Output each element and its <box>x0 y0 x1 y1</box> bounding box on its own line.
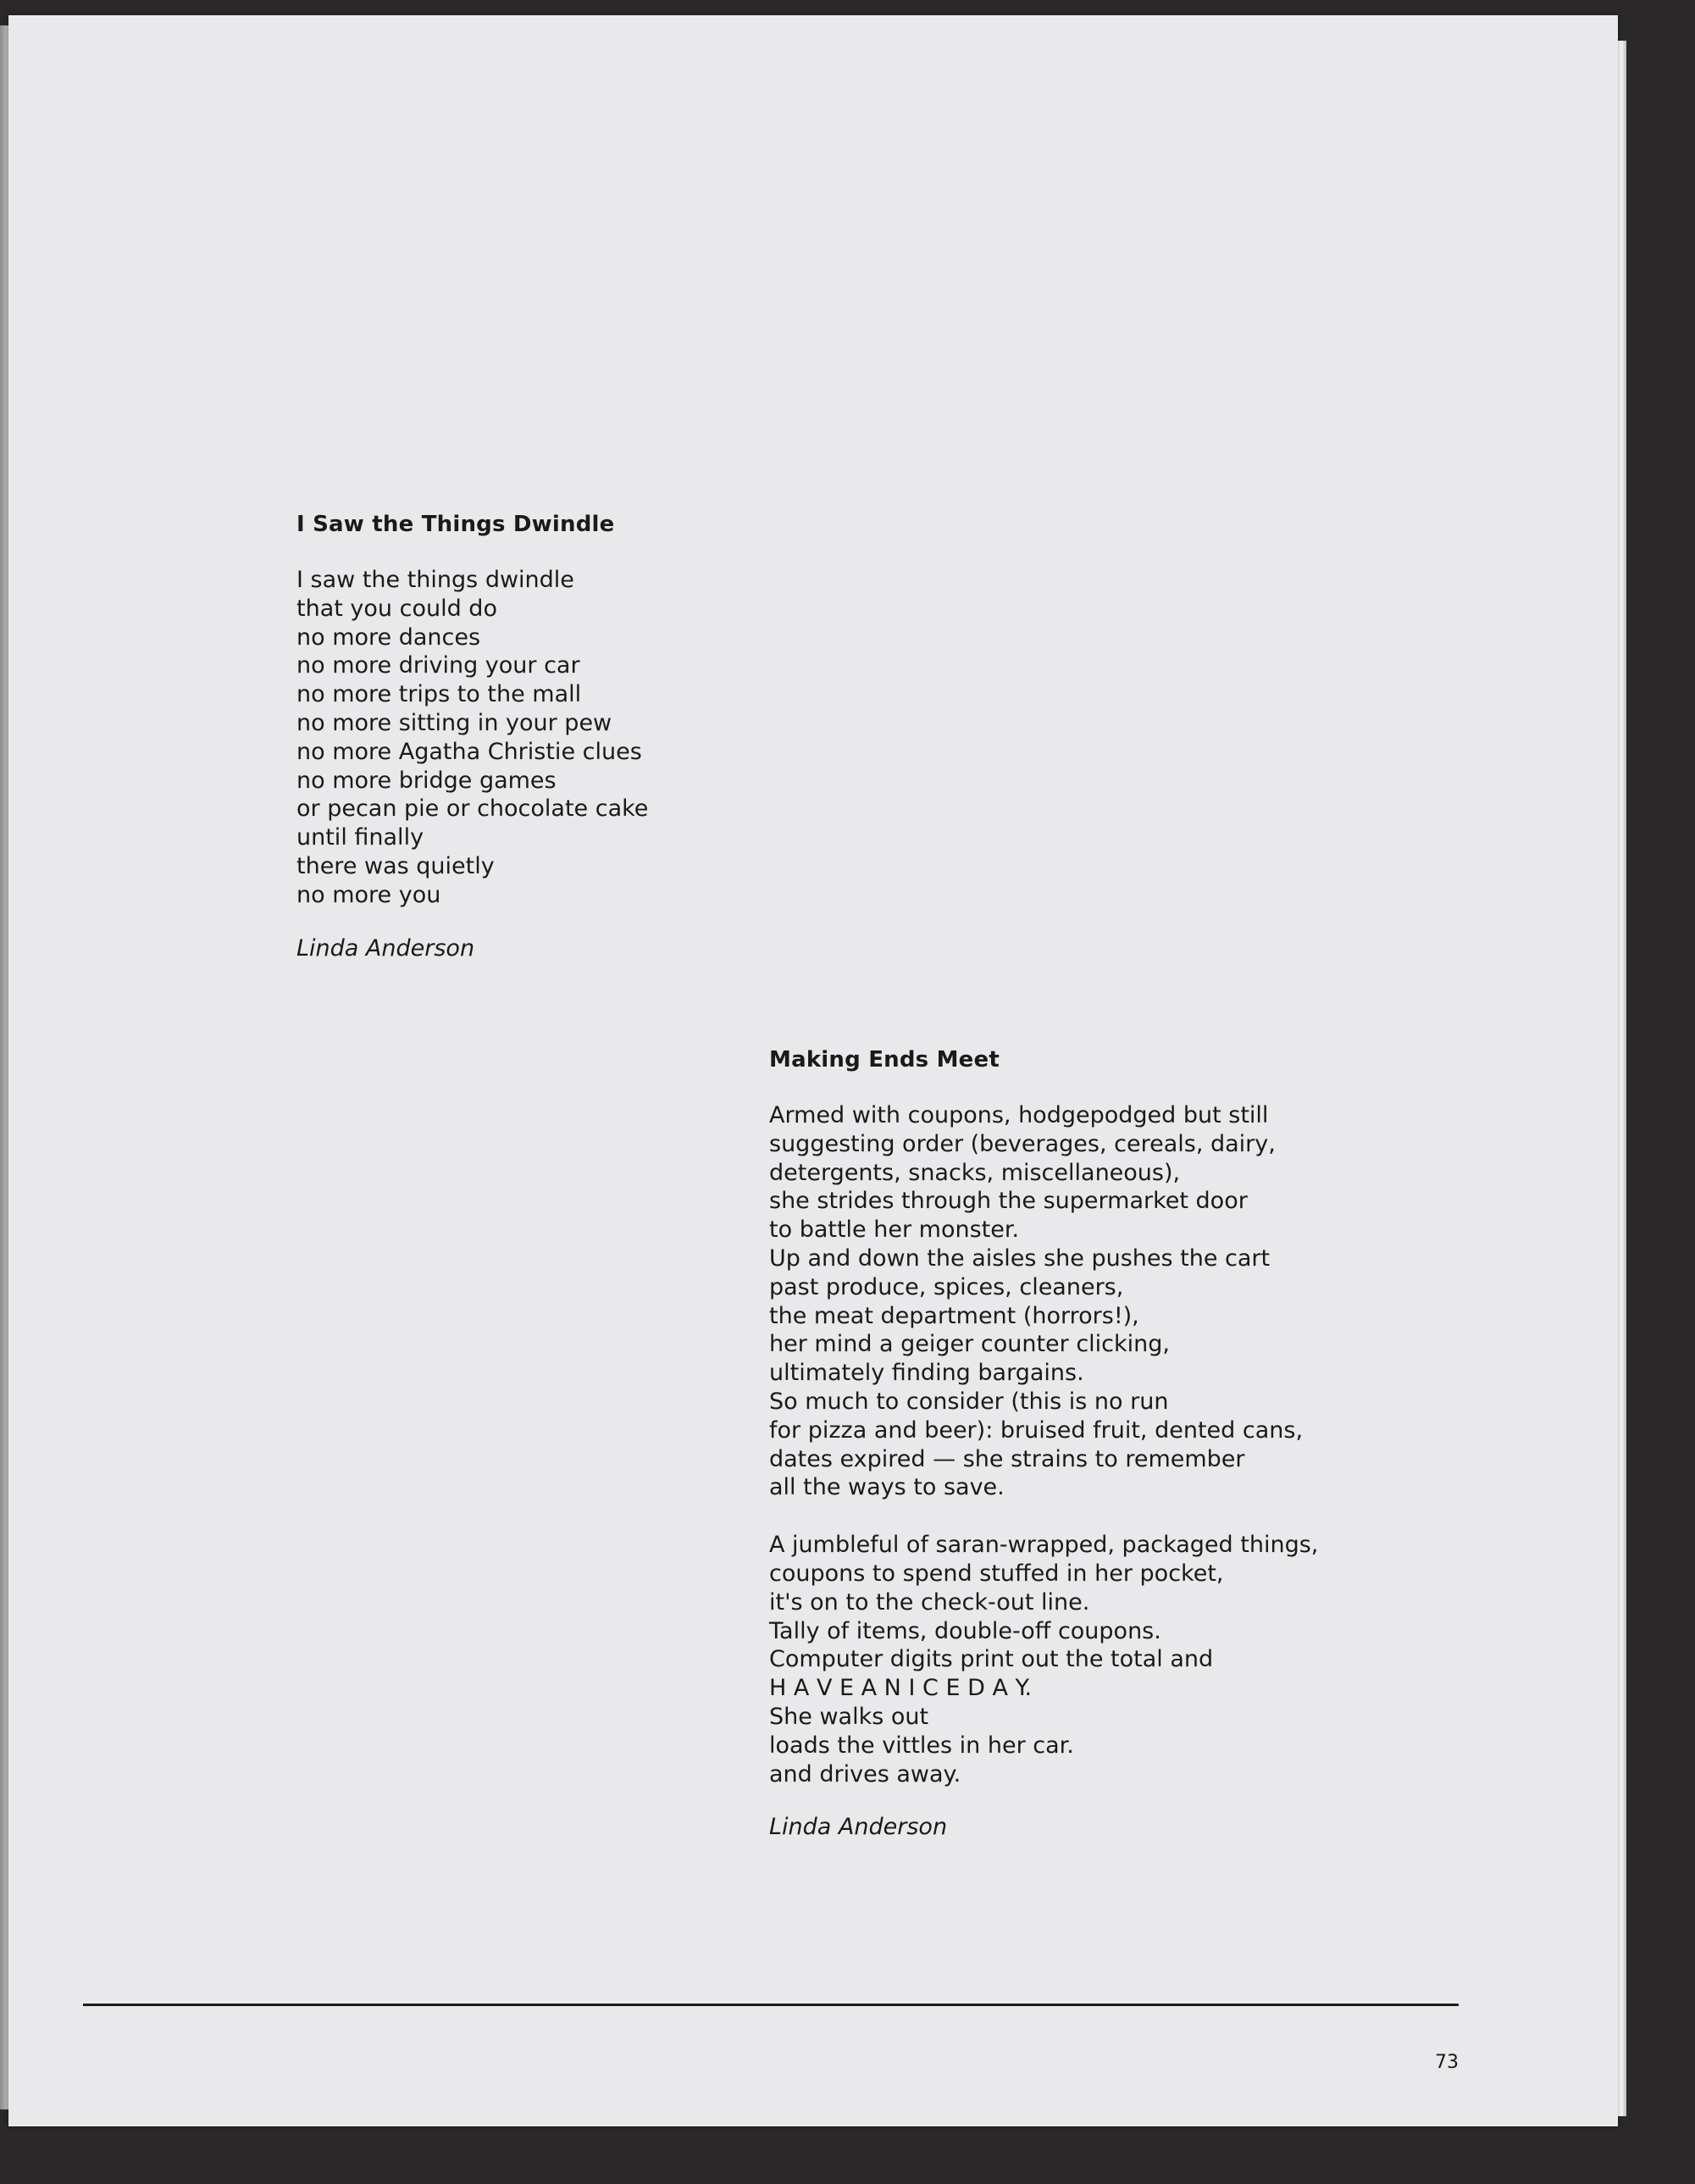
stanza-break <box>769 1502 1318 1531</box>
poem-line: detergents, snacks, miscellaneous), <box>769 1159 1181 1186</box>
magazine-page <box>8 15 1618 2126</box>
poem-line: to battle her monster. <box>769 1217 1020 1244</box>
poem-making-ends-meet <box>769 1047 1318 1840</box>
poem-line: or pecan pie or chocolate cake <box>296 795 649 823</box>
poem-line: Computer digits print out the total and <box>769 1646 1214 1673</box>
poem-stanza <box>769 1101 1318 1502</box>
poem-line: her mind a geiger counter clicking, <box>769 1331 1170 1358</box>
poem-line: no more trips to the mall <box>296 681 582 708</box>
page-stack-edge <box>1618 41 1626 2116</box>
poem-stanza <box>769 1531 1318 1788</box>
poem-line: past produce, spices, cleaners, <box>769 1273 1124 1300</box>
footer-divider <box>83 2004 1459 2006</box>
poem-line: she strides through the supermarket door <box>769 1188 1248 1215</box>
poem-line: that you could do <box>296 595 497 622</box>
poem-author: Linda Anderson <box>296 934 475 962</box>
poem-line: She walks out <box>769 1703 929 1730</box>
poem-line: So much to consider (this is no run <box>769 1388 1169 1415</box>
poem-line: coupons to spend stuffed in her pocket, <box>769 1560 1224 1587</box>
poem-line: until finally <box>296 824 424 851</box>
poem-line: no more bridge games <box>296 767 557 794</box>
poem-line: for pizza and beer): bruised fruit, dented cans, <box>769 1416 1304 1444</box>
poem-line: the meat department (horrors!), <box>769 1302 1139 1329</box>
poem-line: I saw the things dwindle <box>296 567 574 593</box>
poem-line: no more you <box>296 881 441 908</box>
poem-title: I Saw the Things Dwindle <box>296 512 615 537</box>
poem-line: all the ways to save. <box>769 1474 1005 1501</box>
poem-line: suggesting order (beverages, cereals, dairy, <box>769 1130 1276 1157</box>
poem-line: it's on to the check-out line. <box>769 1588 1090 1616</box>
poem-line: no more sitting in your pew <box>296 709 612 736</box>
poem-line: Armed with coupons, hodgepodged but still <box>769 1102 1269 1128</box>
poem-stanza <box>296 566 648 910</box>
page-number: 73 <box>1435 2052 1459 2073</box>
poem-line: there was quietly <box>296 852 495 879</box>
poem-line: H A V E A N I C E D A Y. <box>769 1675 1033 1702</box>
poem-i-saw-the-things-dwindle <box>296 512 648 962</box>
poem-line: and drives away. <box>769 1760 961 1788</box>
poem-line: A jumbleful of saran-wrapped, packaged things, <box>769 1532 1319 1559</box>
poem-author: Linda Anderson <box>769 1814 948 1841</box>
poem-line: ultimately finding bargains. <box>769 1360 1084 1387</box>
poem-title: Making Ends Meet <box>769 1047 1000 1073</box>
poem-line: no more dances <box>296 624 481 651</box>
poem-line: Up and down the aisles she pushes the cart <box>769 1244 1271 1272</box>
poem-line: no more Agatha Christie clues <box>296 738 642 765</box>
poem-line: no more driving your car <box>296 652 580 679</box>
poem-line: Tally of items, double-off coupons. <box>769 1617 1161 1644</box>
poem-line: dates expired — she strains to remember <box>769 1445 1245 1472</box>
poem-line: loads the vittles in her car. <box>769 1732 1074 1759</box>
